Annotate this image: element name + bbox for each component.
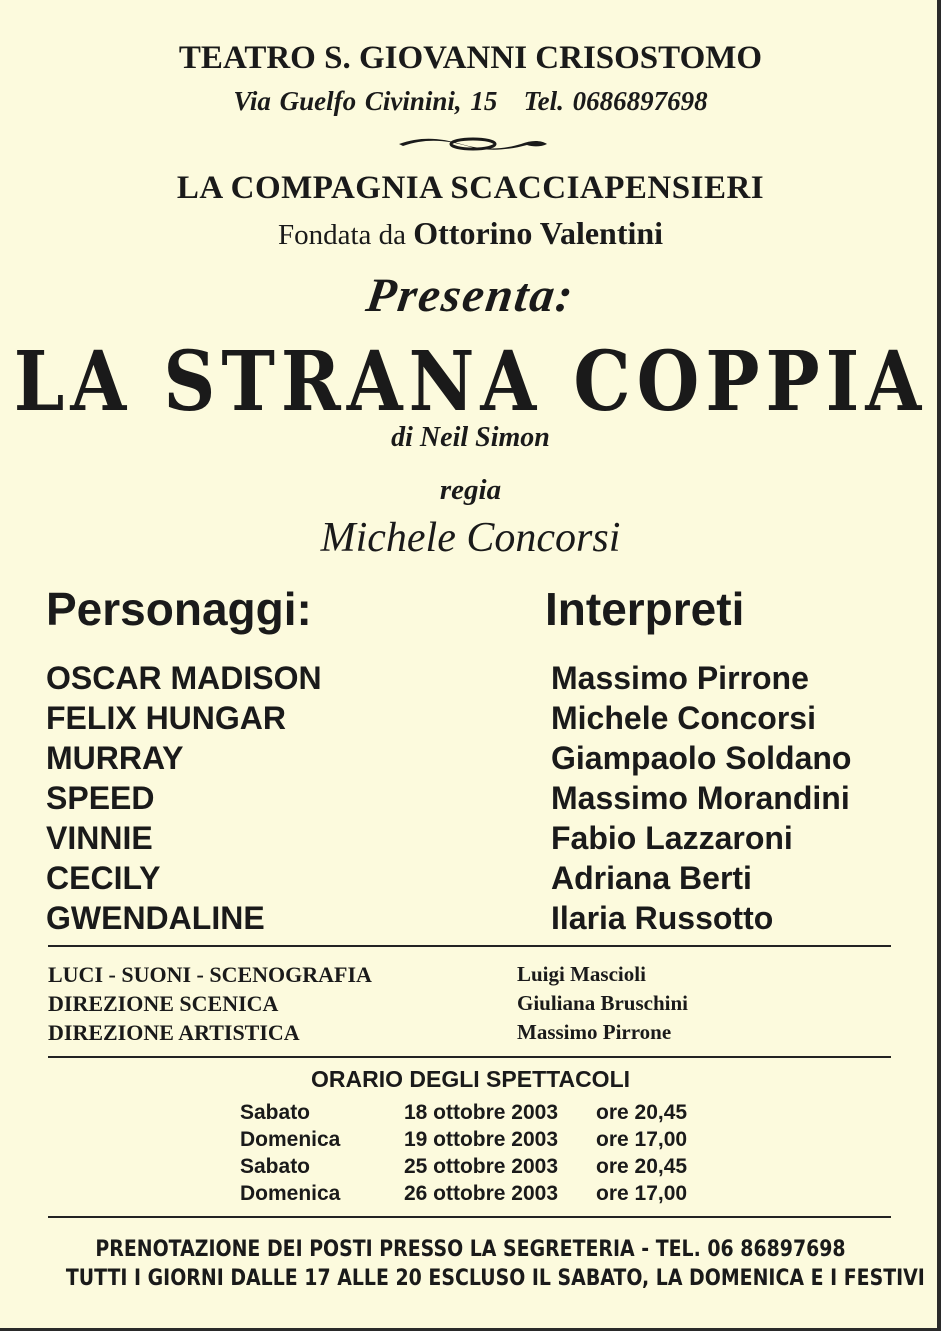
schedule-row — [240, 1180, 687, 1207]
actor-name: Fabio Lazzaroni — [551, 820, 793, 856]
crew-role: DIREZIONE SCENICA — [48, 991, 279, 1016]
schedule-date: 26 ottobre 2003 — [403, 1181, 559, 1205]
actor-name: Ilaria Russotto — [551, 900, 774, 936]
director-name: Michele Concorsi — [320, 515, 621, 561]
crew-role: DIREZIONE ARTISTICA — [48, 1020, 300, 1045]
crew-name: Luigi Mascioli — [517, 962, 646, 986]
presents-label: Presenta: — [363, 269, 578, 322]
flourish-divider-icon — [0, 134, 941, 154]
schedule-date: 18 ottobre 2003 — [403, 1100, 559, 1124]
schedule-row — [240, 1099, 687, 1126]
actors-heading: Interpreti — [545, 583, 745, 635]
booking-info: PRENOTAZIONE DEI POSTI PRESSO LA SEGRETERIA - TEL. 06 86897698 — [95, 1237, 846, 1262]
crew-name: Giuliana Bruschini — [517, 991, 688, 1015]
character-name: VINNIE — [46, 820, 153, 856]
schedule-day: Domenica — [240, 1181, 341, 1205]
actors-list — [551, 658, 851, 938]
characters-heading: Personaggi: — [46, 583, 312, 635]
schedule-time: ore 20,45 — [596, 1154, 688, 1178]
character-name: MURRAY — [46, 740, 184, 776]
schedule-day: Sabato — [240, 1154, 311, 1178]
founder-name: Ottorino Valentini — [413, 215, 664, 251]
company-founder — [0, 215, 941, 252]
founded-prefix: Fondata da — [277, 219, 406, 251]
crew-roles-list — [48, 960, 372, 1047]
schedule-day: Domenica — [240, 1127, 341, 1151]
actor-name: Michele Concorsi — [551, 700, 816, 736]
schedule-table — [240, 1099, 687, 1207]
schedule-row — [240, 1153, 687, 1180]
divider — [48, 1056, 891, 1058]
show-author: di Neil Simon — [391, 422, 550, 453]
character-name: SPEED — [46, 780, 155, 816]
actor-name: Giampaolo Soldano — [551, 740, 852, 776]
character-name: GWENDALINE — [46, 900, 265, 936]
divider — [48, 1216, 891, 1218]
crew-role: LUCI - SUONI - SCENOGRAFIA — [48, 962, 372, 987]
schedule-date: 25 ottobre 2003 — [403, 1154, 559, 1178]
booking-hours: TUTTI I GIORNI DALLE 17 ALLE 20 ESCLUSO IL SABATO, LA DOMENICA E I FESTIVI — [65, 1266, 925, 1291]
address-text: Via Guelfo Civinini, 15 — [233, 86, 498, 116]
actor-name: Massimo Pirrone — [551, 660, 809, 696]
character-name: OSCAR MADISON — [46, 660, 322, 696]
direction-label: regia — [439, 474, 502, 506]
schedule-time: ore 17,00 — [596, 1181, 688, 1205]
schedule-day: Sabato — [240, 1100, 311, 1124]
character-name: FELIX HUNGAR — [46, 700, 286, 736]
crew-name: Massimo Pirrone — [517, 1020, 672, 1044]
phone-text: Tel. 0686897698 — [523, 86, 708, 116]
company-name: LA COMPAGNIA SCACCIAPENSIERI — [176, 170, 765, 206]
theatre-name: TEATRO S. GIOVANNI CRISOSTOMO — [178, 40, 763, 76]
schedule-time: ore 20,45 — [596, 1100, 688, 1124]
character-name: CECILY — [46, 860, 161, 896]
theatre-address — [0, 86, 941, 117]
crew-names-list — [517, 960, 688, 1047]
schedule-time: ore 17,00 — [596, 1127, 688, 1151]
divider — [48, 945, 891, 947]
schedule-title: ORARIO DEGLI SPETTACOLI — [310, 1066, 631, 1092]
show-title: LA STRANA COPPIA — [13, 331, 928, 430]
actor-name: Massimo Morandini — [551, 780, 850, 816]
actor-name: Adriana Berti — [551, 860, 752, 896]
schedule-row — [240, 1126, 687, 1153]
characters-list — [46, 658, 322, 938]
schedule-date: 19 ottobre 2003 — [403, 1127, 559, 1151]
